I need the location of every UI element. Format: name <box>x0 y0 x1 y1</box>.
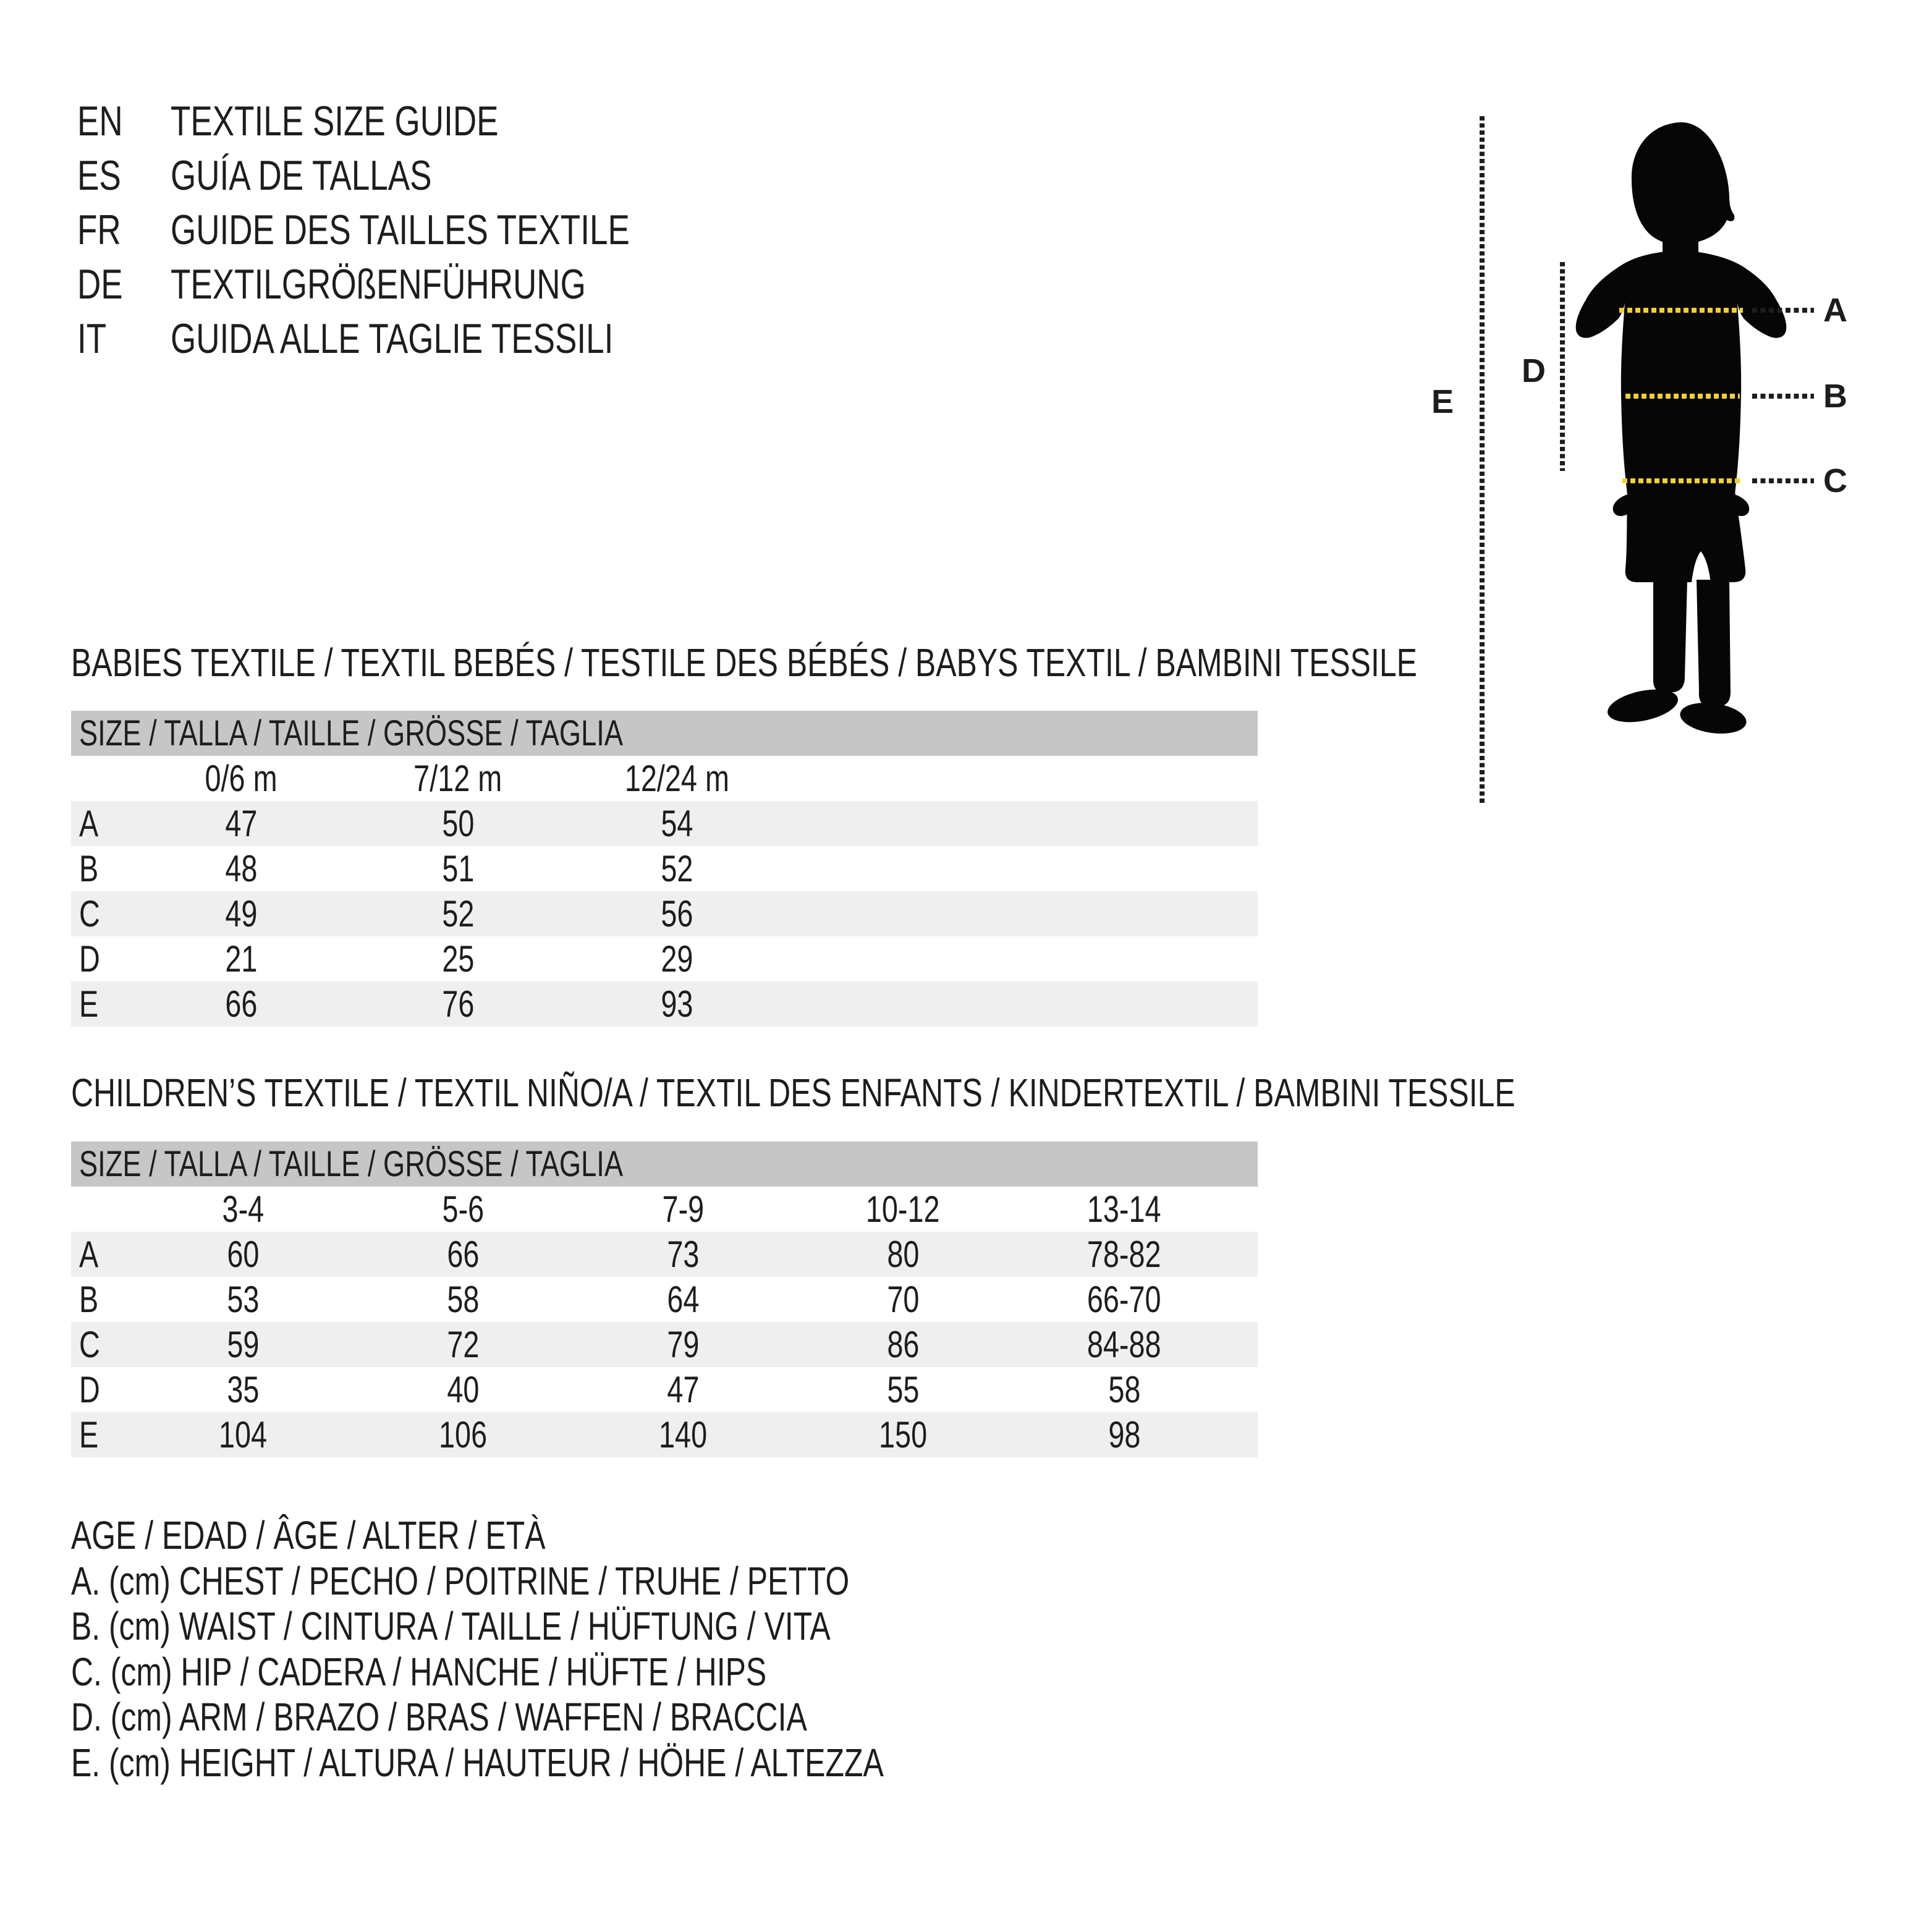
babies-value-D-0-text: 21 <box>224 938 258 980</box>
language-code-es-text: ES <box>77 152 121 199</box>
legend-line-5 <box>71 1740 1113 1786</box>
children-value-A-0-text: 60 <box>226 1234 260 1275</box>
babies-value-C-1-text: 52 <box>441 893 475 934</box>
babies-value-E-1-text: 76 <box>441 983 475 1025</box>
babies-value-E-0-text: 66 <box>224 983 258 1025</box>
babies-value-E-2-text: 93 <box>660 983 693 1025</box>
legend-line-0-text: AGE / EDAD / ÂGE / ALTER / ETÀ <box>71 1513 546 1557</box>
children-row-label-A <box>71 1233 104 1276</box>
children-col-header-0 <box>216 1188 270 1231</box>
babies-value-B-2-text: 52 <box>660 848 693 889</box>
children-value-B-0-text: 53 <box>226 1279 260 1320</box>
children-col-header-3 <box>855 1188 950 1231</box>
children-section-heading-text: CHILDREN’S TEXTILE / TEXTIL NIÑO/A / TEXTIL DES ENFANTS / KINDERTEXTIL / BAMBINI TESSILE <box>71 1070 1515 1115</box>
children-col-header-4-text: 13-14 <box>1087 1188 1161 1230</box>
children-value-C-2 <box>663 1323 704 1366</box>
children-col-header-1-text: 5-6 <box>442 1188 484 1230</box>
children-col-header-2 <box>656 1188 710 1231</box>
children-value-A-4 <box>1077 1233 1171 1276</box>
babies-value-E-1 <box>438 983 479 1025</box>
children-value-A-2-text: 73 <box>666 1234 700 1275</box>
children-value-D-4-text: 58 <box>1108 1369 1141 1410</box>
babies-size-table <box>71 711 1258 1027</box>
language-title-list <box>77 94 759 366</box>
babies-row-D <box>71 936 1258 981</box>
children-value-D-0 <box>222 1368 264 1411</box>
babies-row-label-A <box>71 802 104 845</box>
children-value-C-3-text: 86 <box>886 1324 920 1365</box>
children-value-E-2 <box>652 1413 714 1456</box>
waist-dash-line-yellow <box>1625 394 1740 399</box>
babies-col-header-0 <box>195 757 287 800</box>
children-row-label-C-text: C <box>79 1324 100 1365</box>
children-row-label-E-text: E <box>79 1414 99 1455</box>
height-measure-dotted-line-E <box>1480 116 1485 803</box>
children-value-A-1-text: 66 <box>446 1234 480 1275</box>
babies-value-A-0-text: 47 <box>224 803 258 844</box>
babies-col-header-1-text: 7/12 m <box>413 758 502 799</box>
children-value-A-1 <box>443 1233 484 1276</box>
children-value-C-3 <box>883 1323 924 1366</box>
children-value-D-2 <box>663 1368 704 1411</box>
babies-column-header-row <box>71 756 1258 801</box>
babies-value-D-2 <box>656 938 698 980</box>
babies-value-A-1 <box>438 802 479 845</box>
legend-line-4 <box>71 1695 1113 1740</box>
children-size-table <box>71 1142 1258 1457</box>
children-value-A-3 <box>883 1233 924 1276</box>
babies-row-label-A-text: A <box>79 803 99 844</box>
children-value-D-2-text: 47 <box>666 1369 700 1410</box>
children-value-C-1-text: 72 <box>446 1324 480 1365</box>
language-code-it-text: IT <box>77 315 107 362</box>
children-value-E-0-text: 104 <box>218 1414 268 1455</box>
children-value-B-3-text: 70 <box>886 1279 920 1320</box>
babies-value-E-0 <box>221 983 262 1025</box>
children-value-D-1 <box>443 1368 484 1411</box>
babies-value-D-0 <box>221 938 262 980</box>
language-title-en-text: TEXTILE SIZE GUIDE <box>171 98 499 145</box>
legend-line-2 <box>71 1604 1113 1650</box>
language-row-it <box>77 311 759 366</box>
children-value-A-3-text: 80 <box>886 1234 920 1275</box>
babies-row-E <box>71 981 1258 1027</box>
children-row-label-D <box>71 1368 106 1411</box>
children-value-B-1 <box>443 1278 484 1321</box>
children-value-D-3-text: 55 <box>886 1369 920 1410</box>
measure-label-hip: C <box>1823 462 1847 499</box>
children-value-A-4-text: 78-82 <box>1087 1234 1161 1275</box>
language-title-it-text: GUIDA ALLE TAGLIE TESSILI <box>171 315 614 362</box>
children-row-label-E <box>71 1413 104 1456</box>
children-value-C-2-text: 79 <box>666 1324 700 1365</box>
language-code-de-text: DE <box>77 261 123 308</box>
babies-col-header-1 <box>401 757 514 800</box>
babies-value-C-2-text: 56 <box>660 893 693 934</box>
measure-label-chest: A <box>1823 292 1847 329</box>
chest-dash-line-yellow <box>1619 308 1743 313</box>
language-title-de-text: TEXTILGRÖßENFÜHRUNG <box>171 261 586 308</box>
babies-row-label-B-text: B <box>79 848 99 889</box>
language-code-it <box>77 311 171 366</box>
children-value-E-1-text: 106 <box>438 1414 488 1455</box>
children-col-header-3-text: 10-12 <box>866 1188 940 1230</box>
children-value-E-4-text: 98 <box>1108 1414 1141 1455</box>
arm-measure-dotted-line-D <box>1560 262 1565 471</box>
children-value-E-0 <box>212 1413 274 1456</box>
babies-value-A-2-text: 54 <box>660 803 693 844</box>
children-row-A <box>71 1232 1258 1277</box>
language-row-fr <box>77 203 759 257</box>
children-row-label-A-text: A <box>79 1234 99 1275</box>
babies-value-C-0 <box>221 892 262 935</box>
language-title-fr <box>171 203 759 257</box>
measure-label-arm: D <box>1522 352 1546 389</box>
language-code-de <box>77 257 171 311</box>
language-code-en <box>77 94 171 148</box>
children-value-B-4 <box>1077 1278 1171 1321</box>
babies-value-B-0 <box>221 847 262 890</box>
language-title-es-text: GUÍA DE TALLAS <box>171 152 432 199</box>
babies-value-C-2 <box>656 892 698 935</box>
language-title-en <box>171 94 591 148</box>
babies-value-C-1 <box>438 892 479 935</box>
babies-size-header-text: SIZE / TALLA / TAILLE / GRÖSSE / TAGLIA <box>79 713 624 753</box>
chest-dash-line-dark <box>1752 308 1814 313</box>
legend-line-4-text: D. (cm) ARM / BRAZO / BRAS / WAFFEN / BRACCIA <box>71 1695 807 1739</box>
children-size-header-bar <box>71 1142 1258 1187</box>
babies-col-header-2 <box>610 757 744 800</box>
babies-col-header-2-text: 12/24 m <box>624 758 729 799</box>
babies-col-header-0-text: 0/6 m <box>205 758 278 799</box>
babies-row-label-E <box>71 983 104 1025</box>
legend-line-5-text: E. (cm) HEIGHT / ALTURA / HAUTEUR / HÖHE / ALTEZZA <box>71 1740 884 1785</box>
children-value-E-3 <box>872 1413 934 1456</box>
measure-label-waist: B <box>1823 378 1847 415</box>
children-row-label-C <box>71 1323 106 1366</box>
children-row-C <box>71 1322 1258 1367</box>
legend-line-2-text: B. (cm) WAIST / CINTURA / TAILLE / HÜFTUNG / VITA <box>71 1604 831 1648</box>
language-title-it <box>171 311 738 366</box>
children-value-B-4-text: 66-70 <box>1087 1279 1161 1320</box>
children-value-A-0 <box>222 1233 264 1276</box>
babies-value-B-1 <box>438 847 479 890</box>
children-value-B-2 <box>663 1278 704 1321</box>
children-row-B <box>71 1277 1258 1322</box>
children-value-E-4 <box>1104 1413 1145 1456</box>
children-value-E-2-text: 140 <box>658 1414 708 1455</box>
children-value-C-0-text: 59 <box>226 1324 260 1365</box>
children-value-D-4 <box>1104 1368 1145 1411</box>
babies-row-label-C-text: C <box>79 893 100 934</box>
babies-value-E-2 <box>656 983 698 1025</box>
children-row-label-B-text: B <box>79 1279 99 1320</box>
legend-line-0 <box>71 1513 1113 1559</box>
babies-row-B <box>71 846 1258 891</box>
babies-value-A-0 <box>221 802 262 845</box>
language-code-fr-text: FR <box>77 206 121 253</box>
measure-label-height: E <box>1431 383 1454 420</box>
babies-value-A-1-text: 50 <box>441 803 475 844</box>
legend-line-3 <box>71 1650 1113 1695</box>
children-value-C-4 <box>1077 1323 1171 1366</box>
language-title-de <box>171 257 703 311</box>
children-table-rows <box>71 1232 1258 1457</box>
children-value-D-0-text: 35 <box>226 1369 260 1410</box>
hip-dash-line-dark <box>1752 478 1814 483</box>
babies-row-label-D-text: D <box>79 938 100 980</box>
babies-section-heading <box>71 640 1797 685</box>
babies-row-C <box>71 891 1258 936</box>
children-value-E-3-text: 150 <box>878 1414 928 1455</box>
children-row-label-D-text: D <box>79 1369 100 1410</box>
children-value-A-2 <box>663 1233 704 1276</box>
babies-row-label-E-text: E <box>79 983 99 1025</box>
children-value-B-0 <box>222 1278 264 1321</box>
children-value-D-3 <box>883 1368 924 1411</box>
babies-value-B-0-text: 48 <box>224 848 258 889</box>
children-value-D-1-text: 40 <box>446 1369 480 1410</box>
children-col-header-0-text: 3-4 <box>222 1188 264 1230</box>
babies-value-A-2 <box>656 802 698 845</box>
children-value-B-3 <box>883 1278 924 1321</box>
children-value-E-1 <box>432 1413 494 1456</box>
measurement-legend <box>71 1513 1113 1786</box>
children-size-header-text: SIZE / TALLA / TAILLE / GRÖSSE / TAGLIA <box>79 1144 624 1184</box>
children-row-label-B <box>71 1278 104 1321</box>
language-code-en-text: EN <box>77 98 123 145</box>
waist-dash-line-dark <box>1752 394 1814 399</box>
babies-row-label-D <box>71 938 106 980</box>
babies-row-A <box>71 801 1258 846</box>
babies-value-C-0-text: 49 <box>224 893 258 934</box>
children-row-E <box>71 1412 1258 1457</box>
children-row-D <box>71 1367 1258 1412</box>
babies-section-heading-text: BABIES TEXTILE / TEXTIL BEBÉS / TESTILE DES BÉBÉS / BABYS TEXTIL / BAMBINI TESSILE <box>71 640 1417 685</box>
children-value-B-2-text: 64 <box>666 1279 700 1320</box>
language-code-es <box>77 148 171 203</box>
babies-value-D-2-text: 29 <box>660 938 693 980</box>
children-col-header-4 <box>1077 1188 1171 1231</box>
children-value-B-1-text: 58 <box>446 1279 480 1320</box>
babies-row-label-C <box>71 892 106 935</box>
children-col-header-2-text: 7-9 <box>662 1188 704 1230</box>
babies-value-D-1-text: 25 <box>441 938 475 980</box>
babies-value-D-1 <box>438 938 479 980</box>
legend-line-1-text: A. (cm) CHEST / PECHO / POITRINE / TRUHE / PETTO <box>71 1558 850 1603</box>
language-row-de <box>77 257 759 311</box>
language-code-fr <box>77 203 171 257</box>
children-section-heading <box>71 1070 1923 1115</box>
language-row-en <box>77 94 759 148</box>
language-title-es <box>171 148 506 203</box>
children-column-header-row <box>71 1187 1258 1232</box>
babies-row-label-B <box>71 847 104 890</box>
babies-size-header-bar <box>71 711 1258 756</box>
children-value-C-0 <box>222 1323 264 1366</box>
legend-line-3-text: C. (cm) HIP / CADERA / HANCHE / HÜFTE / HIPS <box>71 1649 767 1694</box>
hip-dash-line-yellow <box>1622 478 1743 483</box>
babies-value-B-2 <box>656 847 698 890</box>
legend-line-1 <box>71 1559 1113 1604</box>
babies-value-B-1-text: 51 <box>441 848 475 889</box>
language-title-fr-text: GUIDE DES TAILLES TEXTILE <box>171 206 630 253</box>
children-value-C-4-text: 84-88 <box>1087 1324 1161 1365</box>
babies-table-rows <box>71 801 1258 1027</box>
language-row-es <box>77 148 759 203</box>
children-col-header-1 <box>436 1188 490 1231</box>
children-value-C-1 <box>443 1323 484 1366</box>
